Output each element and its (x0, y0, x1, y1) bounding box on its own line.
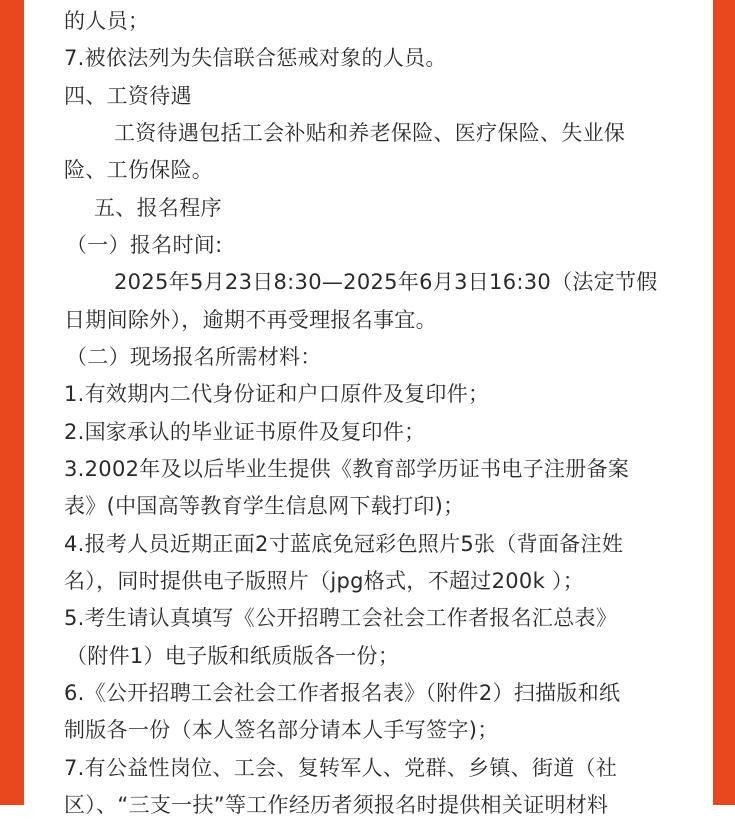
list-item: 6.《公开招聘工会社会工作者报名表》（附件2）扫描版和纸 (64, 681, 621, 705)
list-item: 2.国家承认的毕业证书原件及复印件； (64, 420, 426, 444)
text-line: 日期间除外），逾期不再受理报名事宜。 (64, 308, 437, 332)
list-item-continuation: 区）、“三支一扶”等工作经历者须报名时提供相关证明材料 (64, 793, 609, 817)
list-item: 1.有效期内二代身份证和户口原件及复印件； (64, 382, 490, 406)
list-item-continuation: 名），同时提供电子版照片（jpg格式，不超过200k ）； (64, 569, 585, 593)
list-item-continuation: 表》(中国高等教育学生信息网下载打印)； (64, 494, 465, 518)
list-item-continuation: 制版各一份（本人签名部分请本人手写签字)； (64, 718, 499, 742)
subheading-materials: （二）现场报名所需材料： (66, 345, 322, 369)
text-line: 2025年5月23日8:30—2025年6月3日16:30（法定节假 (114, 270, 658, 294)
list-item: 3.2002年及以后毕业生提供《教育部学历证书电子注册备案 (64, 457, 630, 481)
list-item: 4.报考人员近期正面2寸蓝底免冠彩色照片5张（背面备注姓 (64, 532, 624, 556)
text-line: 险、工伤保险。 (64, 158, 214, 182)
subheading-registration-time: （一）报名时间: (66, 233, 223, 257)
text-line: 工资待遇包括工会补贴和养老保险、医疗保险、失业保 (114, 121, 626, 145)
list-item: 5.考生请认真填写《公开招聘工会社会工作者报名汇总表》 (64, 606, 618, 630)
text-line: 的人员； (64, 9, 150, 33)
section-heading-salary: 四、工资待遇 (64, 84, 192, 108)
section-heading-registration: 五、报名程序 (94, 196, 222, 220)
list-item: 7.有公益性岗位、工会、复转军人、党群、乡镇、街道（社 (64, 756, 618, 780)
list-item-continuation: （附件1）电子版和纸质版各一份； (66, 644, 400, 668)
text-line: 7.被依法列为失信联合惩戒对象的人员。 (64, 46, 447, 70)
